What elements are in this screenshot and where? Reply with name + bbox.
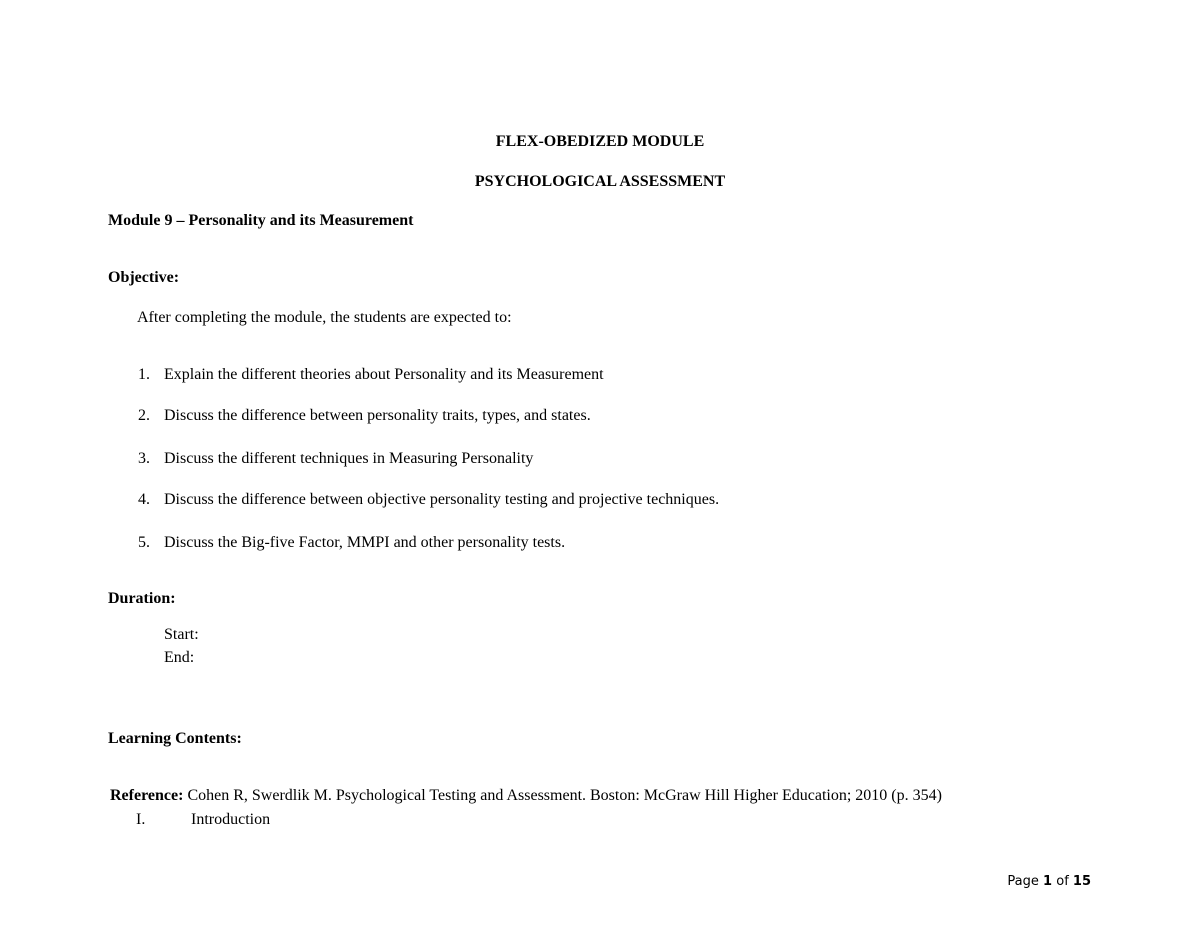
section-title: Introduction bbox=[191, 811, 271, 828]
list-item-text: Discuss the difference between objective personality testing and projective techniques. bbox=[164, 491, 720, 508]
page-footer bbox=[1007, 874, 1091, 889]
reference-text: Cohen R, Swerdlik M. Psychological Testing and Assessment. Boston: McGraw Hill Higher Education; 2010 (p. 354) bbox=[187, 787, 942, 804]
reference-line bbox=[110, 786, 942, 806]
list-item-number: 1. bbox=[138, 366, 150, 383]
footer-of-word: of bbox=[1056, 874, 1069, 889]
list-item-text: Discuss the Big-five Factor, MMPI and other personality tests. bbox=[164, 534, 566, 551]
list-item-number: 3. bbox=[138, 450, 150, 467]
learning-contents-heading: Learning Contents: bbox=[108, 730, 242, 747]
section-number: I. bbox=[136, 811, 146, 828]
list-item-text: Discuss the different techniques in Measuring Personality bbox=[164, 450, 534, 467]
duration-heading: Duration: bbox=[108, 590, 176, 607]
list-item-number: 2. bbox=[138, 407, 150, 424]
reference-label: Reference: bbox=[110, 787, 184, 804]
list-item-number: 4. bbox=[138, 491, 150, 508]
list-item-text: Explain the different theories about Personality and its Measurement bbox=[164, 366, 604, 383]
document-title: FLEX-OBEDIZED MODULE bbox=[495, 133, 705, 150]
footer-current-page: 1 bbox=[1043, 874, 1053, 889]
objective-heading: Objective: bbox=[108, 269, 180, 286]
duration-start-label: Start: bbox=[164, 626, 199, 643]
footer-total-pages: 15 bbox=[1072, 874, 1091, 889]
objective-intro: After completing the module, the students are expected to: bbox=[137, 309, 512, 326]
footer-page-word: Page bbox=[1007, 874, 1039, 889]
duration-end-label: End: bbox=[164, 649, 195, 666]
list-item-number: 5. bbox=[138, 534, 150, 551]
document-subtitle: PSYCHOLOGICAL ASSESSMENT bbox=[474, 173, 726, 190]
list-item-text: Discuss the difference between personality traits, types, and states. bbox=[164, 407, 591, 424]
module-heading: Module 9 – Personality and its Measurement bbox=[108, 212, 414, 229]
